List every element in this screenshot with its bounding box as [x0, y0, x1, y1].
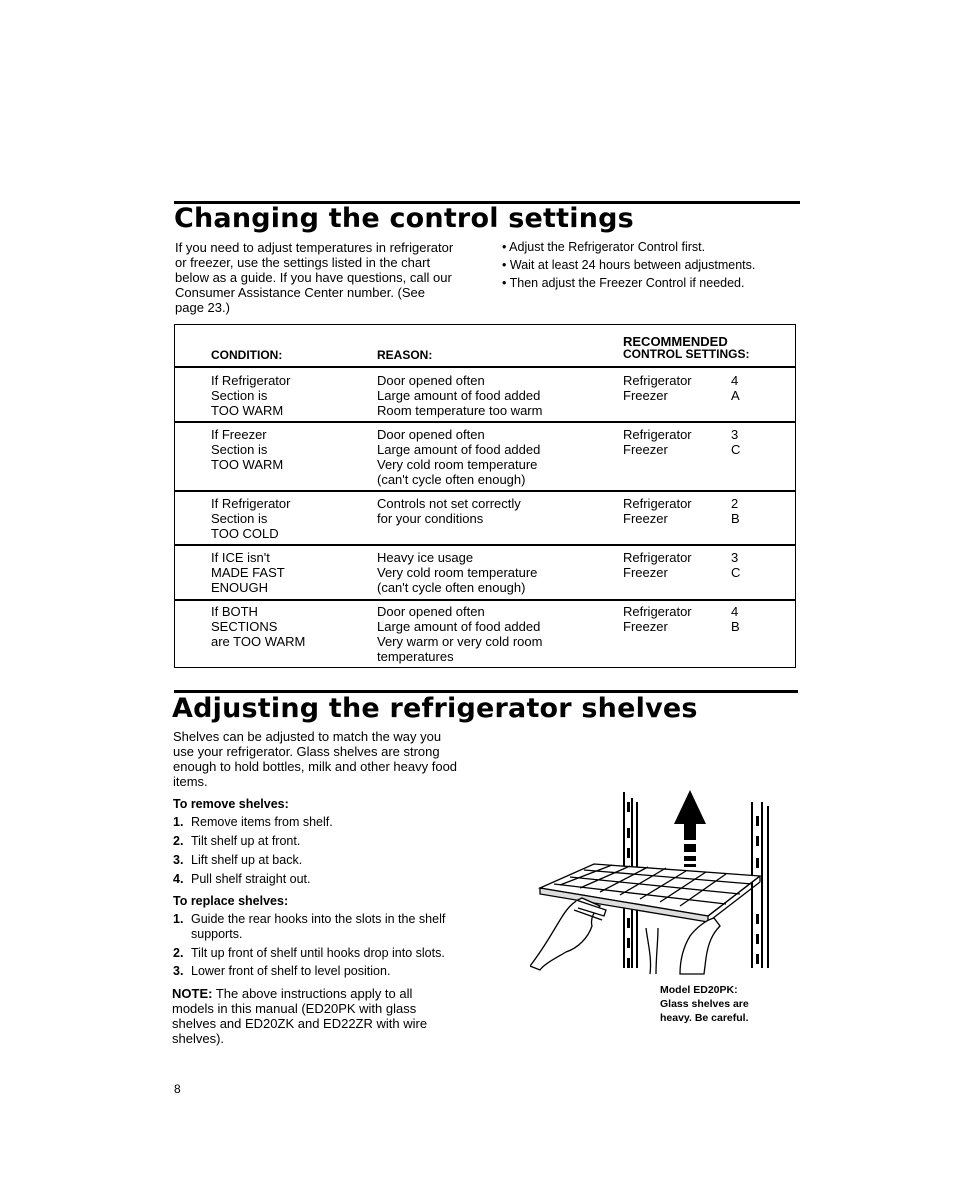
- row3-settings-values: 2 B: [731, 496, 740, 526]
- section-title-shelves: Adjusting the refrigerator shelves: [172, 693, 698, 724]
- illustration-caption: Model ED20PK: Glass shelves are heavy. Be careful.: [660, 984, 749, 1024]
- replace-steps-list: [173, 912, 445, 982]
- note-label: NOTE:: [172, 986, 213, 1001]
- note-paragraph: NOTE: The above instructions apply to all models in this manual (ED20PK with glass shelves and ED20ZK and ED22ZR with wire shelves).: [172, 986, 428, 1046]
- shelf-support-right: [752, 802, 768, 968]
- row2-reason: Door opened often Large amount of food added Very cold room temperature (can't cycle often enough): [377, 427, 541, 487]
- header-divider: [175, 366, 795, 368]
- header-reason: REASON:: [377, 348, 433, 362]
- row-divider: [175, 599, 795, 601]
- remove-shelves-heading: To remove shelves:: [173, 797, 289, 811]
- row3-settings-labels: Refrigerator Freezer: [623, 496, 692, 526]
- adjustment-tips-list: [502, 240, 755, 294]
- shelves-intro: Shelves can be adjusted to match the way you use your refrigerator. Glass shelves are strong enough to hold bottles, milk and other heavy food items.: [173, 729, 458, 789]
- row1-settings-labels: Refrigerator Freezer: [623, 373, 692, 403]
- row1-condition: If Refrigerator Section is TOO WARM: [211, 373, 291, 418]
- section-title-control-settings: Changing the control settings: [174, 203, 634, 234]
- row4-settings-values: 3 C: [731, 550, 741, 580]
- remove-steps-list: [173, 815, 333, 891]
- row4-condition: If ICE isn't MADE FAST ENOUGH: [211, 550, 285, 595]
- page-number: 8: [174, 1082, 181, 1096]
- header-settings: RECOMMENDED CONTROL SETTINGS:: [623, 334, 750, 361]
- control-settings-table: [174, 324, 796, 668]
- row5-condition: If BOTH SECTIONS are TOO WARM: [211, 604, 306, 649]
- tip-item: • Wait at least 24 hours between adjustments.: [502, 258, 755, 276]
- step-item: 3. Lower front of shelf to level position.: [173, 964, 391, 978]
- row5-settings-values: 4 B: [731, 604, 740, 634]
- control-settings-intro: If you need to adjust temperatures in refrigerator or freezer, use the settings listed in the chart below as a guide. If you have questions, call our Consumer Assistance Center number. (See page 23.): [175, 240, 454, 315]
- row5-reason: Door opened often Large amount of food added Very warm or very cold room temperatures: [377, 604, 543, 664]
- header-condition: CONDITION:: [211, 348, 283, 362]
- row5-settings-labels: Refrigerator Freezer: [623, 604, 692, 634]
- replace-shelves-heading: To replace shelves:: [173, 894, 289, 908]
- row4-reason: Heavy ice usage Very cold room temperature (can't cycle often enough): [377, 550, 538, 595]
- step-item: 1. Guide the rear hooks into the slots in the shelf supports.: [173, 912, 446, 941]
- row2-settings-labels: Refrigerator Freezer: [623, 427, 692, 457]
- row3-reason: Controls not set correctly for your conditions: [377, 496, 521, 526]
- row-divider: [175, 544, 795, 546]
- up-arrow-icon: [674, 790, 706, 867]
- shelf-removal-illustration: [530, 788, 780, 978]
- row2-condition: If Freezer Section is TOO WARM: [211, 427, 284, 472]
- row4-settings-labels: Refrigerator Freezer: [623, 550, 692, 580]
- row-divider: [175, 490, 795, 492]
- step-item: 2. Tilt up front of shelf until hooks drop into slots.: [173, 946, 445, 960]
- step-item: 2. Tilt shelf up at front.: [173, 834, 301, 848]
- tip-item: • Adjust the Refrigerator Control first.: [502, 240, 755, 258]
- row1-reason: Door opened often Large amount of food added Room temperature too warm: [377, 373, 543, 418]
- hand-left: [530, 898, 606, 970]
- row2-settings-values: 3 C: [731, 427, 741, 457]
- row3-condition: If Refrigerator Section is TOO COLD: [211, 496, 291, 541]
- step-item: 4. Pull shelf straight out.: [173, 872, 311, 886]
- step-item: 3. Lift shelf up at back.: [173, 853, 303, 867]
- row-divider: [175, 421, 795, 423]
- step-item: 1. Remove items from shelf.: [173, 815, 333, 829]
- row1-settings-values: 4 A: [731, 373, 740, 403]
- tip-item: • Then adjust the Freezer Control if needed.: [502, 276, 755, 294]
- hand-right: [646, 918, 720, 974]
